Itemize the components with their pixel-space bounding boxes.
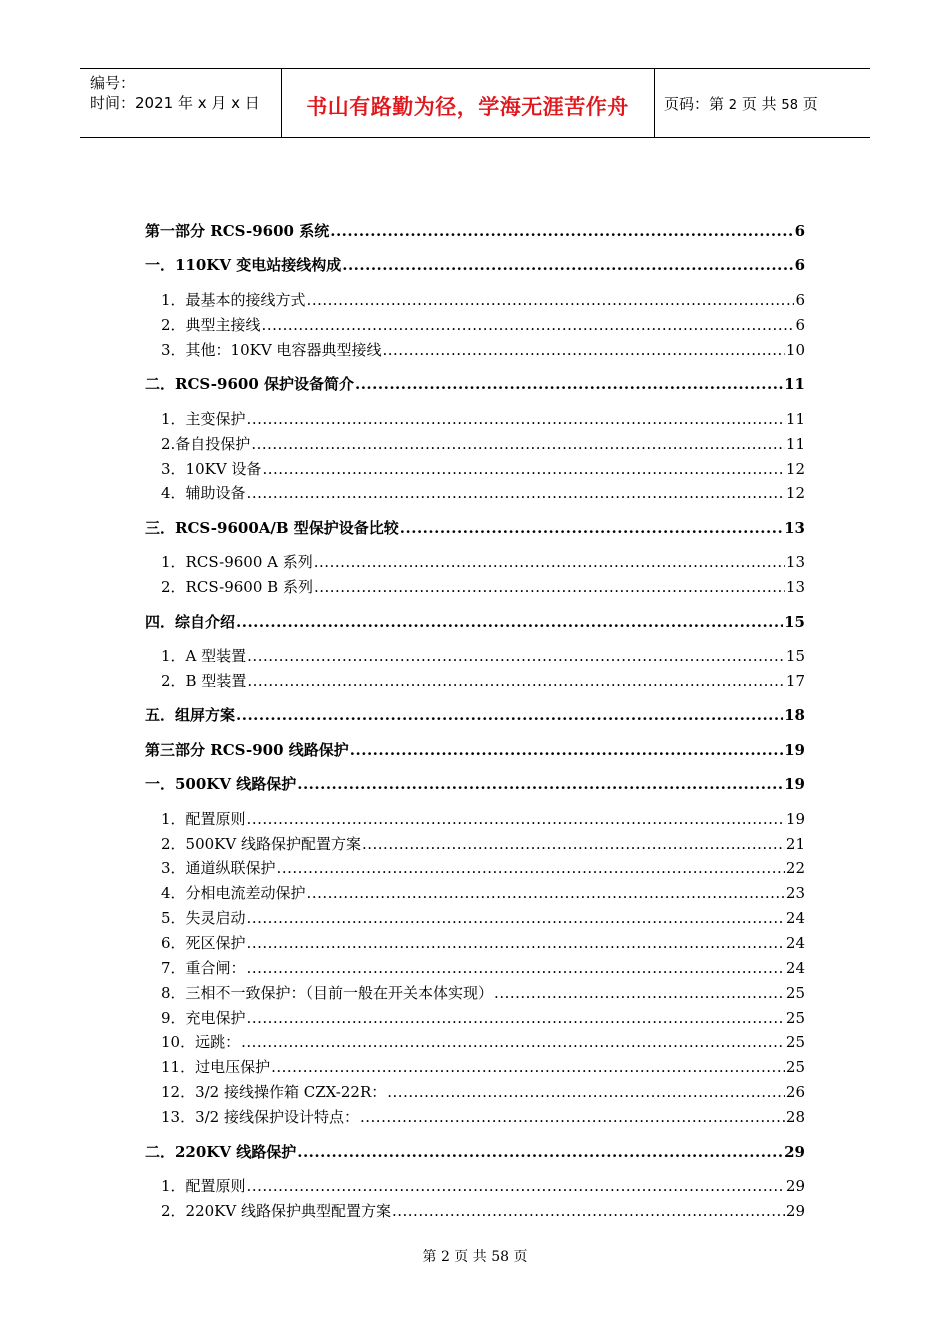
toc-entry-title: 2．220KV 线路保护典型配置方案 — [161, 1202, 391, 1220]
toc-leader-dots — [247, 1175, 785, 1197]
toc-entry[interactable] — [145, 1031, 805, 1053]
toc-entry-page: 15 — [785, 647, 805, 665]
toc-entry[interactable] — [145, 289, 805, 311]
toc-entry[interactable] — [145, 1056, 805, 1078]
toc-entry-title: 五．组屏方案 — [145, 706, 236, 724]
toc-entry-page: 21 — [785, 835, 805, 853]
toc-entry[interactable] — [145, 220, 805, 242]
page-number: 2 — [728, 98, 738, 113]
toc-entry-title: 9．充电保护 — [161, 1009, 246, 1027]
toc-entry-title: 第三部分 RCS-900 线路保护 — [145, 741, 349, 759]
toc-entry[interactable] — [145, 808, 805, 830]
toc-entry[interactable] — [145, 576, 805, 598]
toc-entry-title: 三．RCS-9600A/B 型保护设备比较 — [145, 519, 399, 537]
toc-entry-page: 24 — [785, 909, 805, 927]
toc-entry[interactable] — [145, 1106, 805, 1128]
toc-entry-title: 3．通道纵联保护 — [161, 859, 276, 877]
toc-entry-page: 19 — [785, 810, 805, 828]
toc-entry-title: 8．三相不一致保护：（目前一般在开关本体实现） — [161, 984, 494, 1002]
toc-entry-title: 1．配置原则 — [161, 1177, 246, 1195]
toc-leader-dots — [494, 982, 785, 1004]
toc-entry-title: 3．其他：10KV 电容器典型接线 — [161, 341, 382, 359]
toc-entry[interactable] — [145, 458, 805, 480]
toc-entry-title: 1．RCS-9600 A 系列 — [161, 553, 313, 571]
toc-entry-page: 29 — [785, 1177, 805, 1195]
toc-entry-page: 18 — [784, 706, 805, 724]
toc-leader-dots — [314, 551, 785, 573]
page-mid: 页 共 — [741, 95, 777, 113]
toc-entry-page: 15 — [784, 613, 805, 631]
toc-entry-title: 11．过电压保护 — [161, 1058, 271, 1076]
toc-entry-title: 1．主变保护 — [161, 410, 246, 428]
toc-leader-dots — [247, 408, 785, 430]
toc-entry-title: 2．500KV 线路保护配置方案 — [161, 835, 361, 853]
toc-entry-page: 26 — [785, 1083, 805, 1101]
toc-entry[interactable] — [145, 1141, 805, 1163]
toc-leader-dots — [314, 576, 785, 598]
toc-entry-page: 24 — [785, 934, 805, 952]
toc-entry-title: 10．远跳： — [161, 1033, 241, 1051]
toc-entry-title: 12．3/2 接线操作箱 CZX-22R： — [161, 1083, 387, 1101]
toc-entry-page: 6 — [795, 291, 805, 309]
toc-entry-page: 12 — [785, 484, 805, 502]
toc-leader-dots — [247, 1007, 785, 1029]
toc-entry[interactable] — [145, 932, 805, 954]
toc-entry-title: 二．RCS-9600 保护设备简介 — [145, 375, 354, 393]
toc-entry[interactable] — [145, 1200, 805, 1222]
toc-entry-page: 6 — [795, 316, 805, 334]
toc-entry[interactable] — [145, 1007, 805, 1029]
toc-leader-dots — [400, 517, 783, 539]
toc-entry-page: 11 — [785, 410, 805, 428]
serial-label: 编号： — [90, 74, 136, 92]
toc-entry-page: 11 — [785, 435, 805, 453]
toc-entry[interactable] — [145, 739, 805, 761]
toc-entry-page: 12 — [785, 460, 805, 478]
toc-entry-title: 1．最基本的接线方式 — [161, 291, 306, 309]
toc-entry-title: 2．RCS-9600 B 系列 — [161, 578, 313, 596]
toc-entry-page: 22 — [785, 859, 805, 877]
toc-entry-title: 2．B 型装置 — [161, 672, 247, 690]
toc-leader-dots — [271, 1056, 785, 1078]
toc-entry-page: 25 — [785, 1058, 805, 1076]
toc-entry-title: 第一部分 RCS-9600 系统 — [145, 222, 330, 240]
toc-entry-title: 二．220KV 线路保护 — [145, 1143, 297, 1161]
toc-entry-title: 4．分相电流差动保护 — [161, 884, 306, 902]
toc-entry-page: 6 — [794, 222, 805, 240]
toc-leader-dots — [251, 433, 785, 455]
toc-leader-dots — [277, 857, 785, 879]
toc-entry[interactable] — [145, 517, 805, 539]
toc-leader-dots — [392, 1200, 785, 1222]
toc-leader-dots — [330, 220, 793, 242]
toc-entry[interactable] — [145, 314, 805, 336]
toc-entry[interactable] — [145, 907, 805, 929]
toc-leader-dots — [236, 611, 783, 633]
toc-leader-dots — [360, 1106, 785, 1128]
toc-leader-dots — [382, 339, 784, 361]
toc-entry-title: 一．500KV 线路保护 — [145, 775, 297, 793]
toc-entry[interactable] — [145, 408, 805, 430]
toc-entry-page: 29 — [785, 1202, 805, 1220]
toc-entry-title: 3．10KV 设备 — [161, 460, 262, 478]
toc-entry[interactable] — [145, 857, 805, 879]
toc-leader-dots — [297, 773, 783, 795]
toc-entry-title: 7．重合闸： — [161, 959, 246, 977]
toc-entry[interactable] — [145, 339, 805, 361]
toc-entry-page: 13 — [785, 578, 805, 596]
toc-entry-page: 11 — [784, 375, 805, 393]
page-prefix: 页码：第 — [664, 95, 725, 113]
toc-leader-dots — [307, 882, 785, 904]
toc-leader-dots — [262, 458, 784, 480]
time-label: 时间：2021 年 x 月 x 日 — [90, 94, 260, 112]
toc-leader-dots — [247, 482, 785, 504]
toc-leader-dots — [307, 289, 795, 311]
toc-entry[interactable] — [145, 1175, 805, 1197]
toc-entry-page: 25 — [785, 984, 805, 1002]
toc-entry[interactable] — [145, 482, 805, 504]
toc-entry-page: 10 — [785, 341, 805, 359]
page-total: 58 — [781, 98, 798, 113]
toc-entry-title: 一．110KV 变电站接线构成 — [145, 256, 342, 274]
toc-entry[interactable] — [145, 882, 805, 904]
toc-leader-dots — [262, 314, 795, 336]
toc-entry-page: 25 — [785, 1009, 805, 1027]
toc-entry[interactable] — [145, 433, 805, 455]
toc-entry-title: 四．综自介绍 — [145, 613, 236, 631]
toc-entry[interactable] — [145, 704, 805, 726]
toc-entry[interactable] — [145, 373, 805, 395]
toc-entry-page: 23 — [785, 884, 805, 902]
toc-entry[interactable] — [145, 611, 805, 633]
toc-entry-title: 1．A 型装置 — [161, 647, 247, 665]
toc-leader-dots — [247, 670, 785, 692]
toc-entry[interactable] — [145, 670, 805, 692]
toc-leader-dots — [247, 907, 785, 929]
toc-leader-dots — [387, 1081, 785, 1103]
toc-entry-title: 1．配置原则 — [161, 810, 246, 828]
toc-entry[interactable] — [145, 254, 805, 276]
toc-entry-page: 24 — [785, 959, 805, 977]
toc-entry[interactable] — [145, 645, 805, 667]
toc-leader-dots — [236, 704, 783, 726]
toc-entry-page: 25 — [785, 1033, 805, 1051]
toc-entry-title: 5．失灵启动 — [161, 909, 246, 927]
toc-leader-dots — [247, 645, 785, 667]
toc-entry-page: 19 — [784, 775, 805, 793]
toc-entry[interactable] — [145, 551, 805, 573]
toc-entry[interactable] — [145, 982, 805, 1004]
toc-leader-dots — [362, 833, 785, 855]
toc-entry[interactable] — [145, 1081, 805, 1103]
toc-leader-dots — [247, 957, 785, 979]
toc-leader-dots — [241, 1031, 785, 1053]
toc-leader-dots — [350, 739, 783, 761]
toc-leader-dots — [355, 373, 783, 395]
toc-entry-page: 13 — [785, 553, 805, 571]
toc-entry-page: 19 — [784, 741, 805, 759]
toc-entry-page: 17 — [785, 672, 805, 690]
toc-entry[interactable] — [145, 773, 805, 795]
toc-entry-page: 29 — [784, 1143, 805, 1161]
toc-entry-title: 2．典型主接线 — [161, 316, 261, 334]
toc-entry-title: 4．辅助设备 — [161, 484, 246, 502]
toc-entry-title: 6．死区保护 — [161, 934, 246, 952]
table-of-contents — [145, 0, 805, 1344]
toc-entry-page: 28 — [785, 1108, 805, 1126]
toc-entry[interactable] — [145, 833, 805, 855]
toc-leader-dots — [297, 1141, 783, 1163]
toc-entry[interactable] — [145, 957, 805, 979]
toc-entry-page: 6 — [794, 256, 805, 274]
toc-entry-title: 2.备自投保护 — [161, 435, 251, 453]
toc-entry-page: 13 — [784, 519, 805, 537]
page-suffix: 页 — [802, 95, 818, 113]
toc-leader-dots — [247, 808, 785, 830]
toc-leader-dots — [342, 254, 793, 276]
header-motto: 书山有路勤为径，学海无涯苦作舟 — [306, 95, 629, 119]
toc-entry-title: 13．3/2 接线保护设计特点： — [161, 1108, 359, 1126]
toc-leader-dots — [247, 932, 785, 954]
page-footer: 第 2 页 共 58 页 — [422, 1249, 528, 1265]
